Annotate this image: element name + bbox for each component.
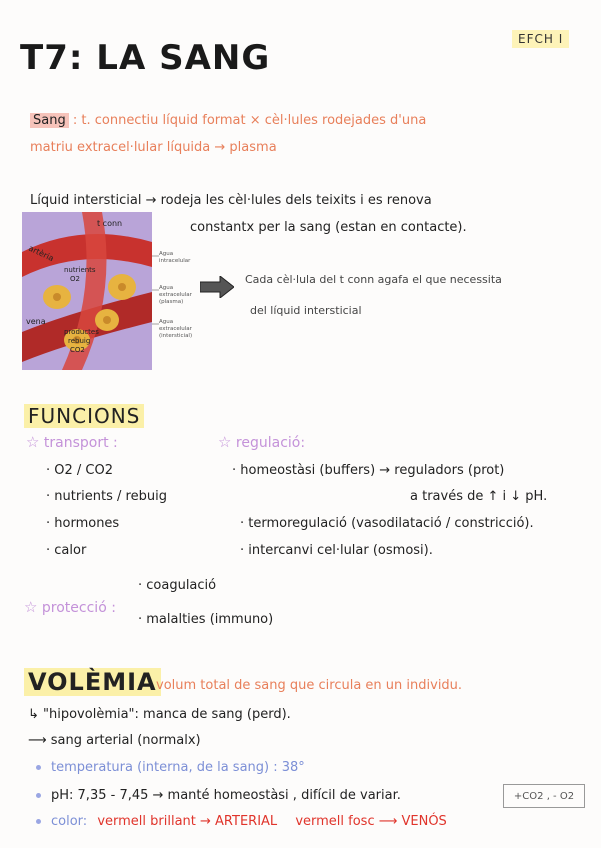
label-agua-plasma: Agua bbox=[159, 285, 174, 291]
svg-text:CO2: CO2 bbox=[70, 346, 85, 354]
page-title: T7: LA SANG bbox=[20, 38, 271, 78]
funcions-heading: FUNCIONS bbox=[24, 404, 144, 428]
color-line: color: vermell brillant → ARTERIAL vermell fosc ⟶ VENÓS bbox=[36, 814, 447, 829]
liquid-intersticial-line2: constantx per la sang (estan en contacte). bbox=[190, 220, 467, 235]
label-productes: productes bbox=[64, 328, 99, 336]
volemia-heading: VOLÈMIA bbox=[24, 668, 161, 696]
regulacio-label: ☆ regulació: bbox=[218, 433, 306, 451]
sang-definition-line1 bbox=[30, 113, 426, 128]
co2-o2-box: +CO2 , - O2 bbox=[503, 784, 585, 808]
transport-item: · O2 / CO2 bbox=[46, 463, 113, 478]
svg-text:O2: O2 bbox=[70, 275, 80, 283]
ph-line: pH: 7,35 - 7,45 → manté homeostàsi , difícil de variar. bbox=[36, 788, 401, 803]
regulacio-item: · intercanvi cel·lular (osmosi). bbox=[240, 543, 433, 558]
bullet-dot bbox=[36, 765, 41, 770]
proteccio-item: · malalties (immuno) bbox=[138, 612, 274, 627]
thick-arrow-icon bbox=[200, 276, 234, 298]
course-tag: EFCH I bbox=[512, 30, 569, 48]
regulacio-item: · homeostàsi (buffers) → reguladors (prot) bbox=[232, 463, 505, 478]
transport-item: · hormones bbox=[46, 516, 120, 531]
label-nutrients: nutrients bbox=[64, 266, 96, 274]
regulacio-item: a través de ↑ i ↓ pH. bbox=[410, 489, 548, 504]
star-icon: ☆ bbox=[218, 433, 232, 451]
temperature-line: temperatura (interna, de la sang) : 38° bbox=[36, 760, 305, 775]
label-vena: vena bbox=[26, 317, 46, 326]
label-conn: t conn bbox=[97, 219, 123, 228]
svg-text:extracelular: extracelular bbox=[159, 326, 192, 332]
svg-text:(intersticial): (intersticial) bbox=[159, 333, 192, 339]
transport-item: · nutrients / rebuig bbox=[46, 489, 167, 504]
label-agua-intracelular: Agua bbox=[159, 251, 174, 257]
sang-definition-text: : t. connectiu líquid format × cèl·lules rodejades d'una bbox=[72, 113, 427, 128]
regulacio-item: · termoregulació (vasodilatació / constricció). bbox=[240, 516, 534, 531]
proteccio-item: · coagulació bbox=[138, 578, 217, 593]
bullet-dot bbox=[36, 793, 41, 798]
color-venos: vermell fosc ⟶ VENÓS bbox=[295, 814, 447, 829]
note-line1: Cada cèl·lula del t conn agafa el que necessita bbox=[245, 273, 502, 286]
transport-item: · calor bbox=[46, 543, 87, 558]
star-icon: ☆ bbox=[24, 598, 38, 616]
note-line2: del líquid intersticial bbox=[250, 304, 362, 317]
transport-label: ☆ transport : bbox=[26, 433, 118, 451]
color-arterial: vermell brillant → ARTERIAL bbox=[97, 814, 278, 829]
hipovolemia-line: ↳ "hipovolèmia": manca de sang (perd). bbox=[28, 707, 291, 722]
label-agua-intersticial: Agua bbox=[159, 319, 174, 325]
star-icon: ☆ bbox=[26, 433, 40, 451]
sang-term: Sang bbox=[30, 113, 69, 128]
tissue-illustration bbox=[22, 212, 192, 370]
volemia-definition: volum total de sang que circula en un individu. bbox=[156, 678, 463, 693]
liquid-intersticial-line1: Líquid intersticial → rodeja les cèl·lules dels teixits i es renova bbox=[30, 193, 432, 208]
svg-text:extracelular: extracelular bbox=[159, 292, 192, 298]
sang-arterial-line: ⟶ sang arterial (normalx) bbox=[28, 733, 201, 748]
label-arteria: artèria bbox=[27, 243, 56, 264]
svg-text:intracelular: intracelular bbox=[159, 258, 191, 264]
svg-text:(plasma): (plasma) bbox=[159, 299, 184, 305]
sang-definition-line2: matriu extracel·lular líquida → plasma bbox=[30, 140, 277, 155]
svg-text:rebuig: rebuig bbox=[68, 337, 91, 345]
bullet-dot bbox=[36, 819, 41, 824]
proteccio-label: ☆ protecció : bbox=[24, 598, 116, 616]
